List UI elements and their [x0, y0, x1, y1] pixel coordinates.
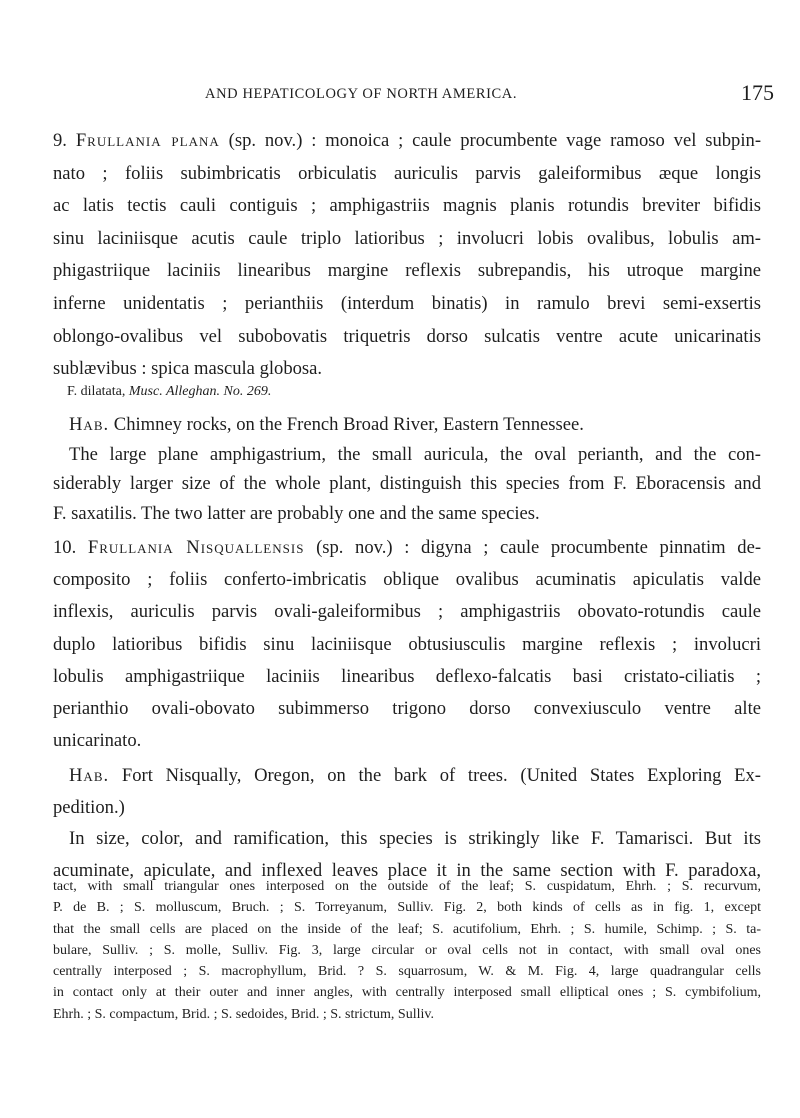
habitat-label: Hab.: [69, 414, 110, 435]
synonym-reference: Musc. Alleghan. No. 269.: [128, 384, 272, 399]
species-number: 9.: [53, 130, 67, 151]
diagnosis-line: inflexis, auriculis parvis ovali-galeiformibus ; amphigastriis obovato-rotundis caule: [53, 601, 761, 623]
footnote-line: in contact only at their outer and inner angles, with centrally interposed small elliptical ones ; S. cymbifolium,: [53, 985, 761, 1001]
species-10-heading: [53, 532, 761, 564]
species-name: Frullania plana: [75, 130, 220, 151]
diagnosis-line: ac latis tectis cauli contiguis ; amphigastriis magnis planis rotundis breviter bifidis: [53, 195, 761, 217]
footnote: [53, 876, 761, 1025]
footnote-line: tact, with small triangular ones interposed on the outside of the leaf; S. cuspidatum, Ehrh. ; S. recurvum,: [53, 879, 761, 894]
habitat-text: Chimney rocks, on the French Broad River, Eastern Tennessee.: [113, 414, 584, 435]
species-9-habitat-remarks: [53, 410, 761, 528]
diagnosis-line: unicarinato.: [53, 730, 142, 752]
species-10-entry: [53, 532, 761, 757]
diagnosis-line: duplo latioribus bifidis sinu laciniisque obtusiusculis margine reflexis ; involucri: [53, 633, 761, 655]
diagnosis-line: phigastriique laciniis linearibus margine reflexis subrepandis, his utroque margine: [53, 260, 761, 282]
diagnosis-line: inferne unidentatis ; perianthiis (interdum binatis) in ramulo brevi semi-exsertis: [53, 292, 761, 314]
diagnosis-line: lobulis amphigastriique laciniis linearibus deflexo-falcatis basi cristato-ciliatis ;: [53, 665, 761, 687]
remarks-line: acuminate, apiculate, and inflexed leaves place it in the same section with F. paradoxa,: [53, 859, 761, 881]
synonym-line: [67, 381, 757, 403]
habitat-line: [53, 760, 761, 792]
diagnosis-line: perianthio ovali-obovato subimmerso trigono dorso convexiusculo ventre alte: [53, 698, 761, 720]
page-number: 175: [741, 80, 774, 105]
footnote-line: bulare, Sulliv. ; S. molle, Sulliv. Fig. 3, large circular or oval cells not in contact, with small oval ones: [53, 942, 761, 958]
footnote-line: centrally interposed ; S. macrophyllum, Brid. ? S. squarrosum, W. & M. Fig. 4, large quadrangular cells: [53, 964, 761, 980]
species-number: 10.: [53, 537, 77, 558]
diagnosis-line: sublævibus : spica mascula globosa.: [53, 358, 323, 380]
remarks-line: siderably larger size of the whole plant, distinguish this species from F. Eboracensis and: [53, 473, 761, 494]
diagnosis-line: : monoica ; caule procumbente vage ramoso vel subpin-: [311, 130, 762, 151]
footnote-line: Ehrh. ; S. compactum, Brid. ; S. sedoides, Brid. ; S. strictum, Sulliv.: [53, 1006, 434, 1022]
species-status: (sp. nov.): [228, 130, 303, 151]
species-10-habitat-remarks: [53, 760, 761, 886]
synonym-name: F. dilatata,: [67, 384, 126, 399]
footnote-line: P. de B. ; S. molluscum, Bruch. ; S. Torreyanum, Sulliv. Fig. 2, both kinds of cells as in fig. 1, except: [53, 900, 761, 916]
habitat-line: [53, 410, 761, 440]
species-9-heading: [53, 125, 761, 158]
habitat-label: Hab.: [69, 765, 110, 786]
remarks-line: In size, color, and ramification, this species is strikingly like F. Tamarisci. But its: [69, 828, 761, 849]
diagnosis-line: oblongo-ovalibus vel subobovatis triquetris dorso sulcatis ventre acute unicarinatis: [53, 325, 761, 347]
footnote-line: that the small cells are placed on the inside of the leaf; S. acutifolium, Ehrh. ; S. humile, Schimp. ; S. ta-: [53, 921, 761, 937]
diagnosis-line: nato ; foliis subimbricatis orbiculatis auriculis parvis galeiformibus æque longis: [53, 162, 761, 184]
species-9-entry: [53, 125, 761, 386]
species-name: Frullania Nisquallensis: [87, 537, 305, 558]
species-status: (sp. nov.): [316, 537, 393, 558]
habitat-text: Fort Nisqually, Oregon, on the bark of trees. (United States Exploring Ex-: [121, 765, 762, 786]
running-head: AND HEPATICOLOGY OF NORTH AMERICA.: [205, 86, 518, 102]
diagnosis-line: : digyna ; caule procumbente pinnatim de-: [404, 537, 762, 558]
habitat-line: pedition.): [53, 796, 125, 818]
remarks-line: The large plane amphigastrium, the small auricula, the oval perianth, and the con-: [69, 443, 761, 465]
remarks-line: F. saxatilis. The two latter are probably one and the same species.: [53, 502, 540, 524]
diagnosis-line: sinu laciniisque acutis caule triplo latioribus ; involucri lobis ovalibus, lobulis am-: [53, 227, 761, 249]
page-header: [0, 80, 800, 116]
diagnosis-line: composito ; foliis conferto-imbricatis oblique ovalibus acuminatis apiculatis valde: [53, 569, 761, 591]
